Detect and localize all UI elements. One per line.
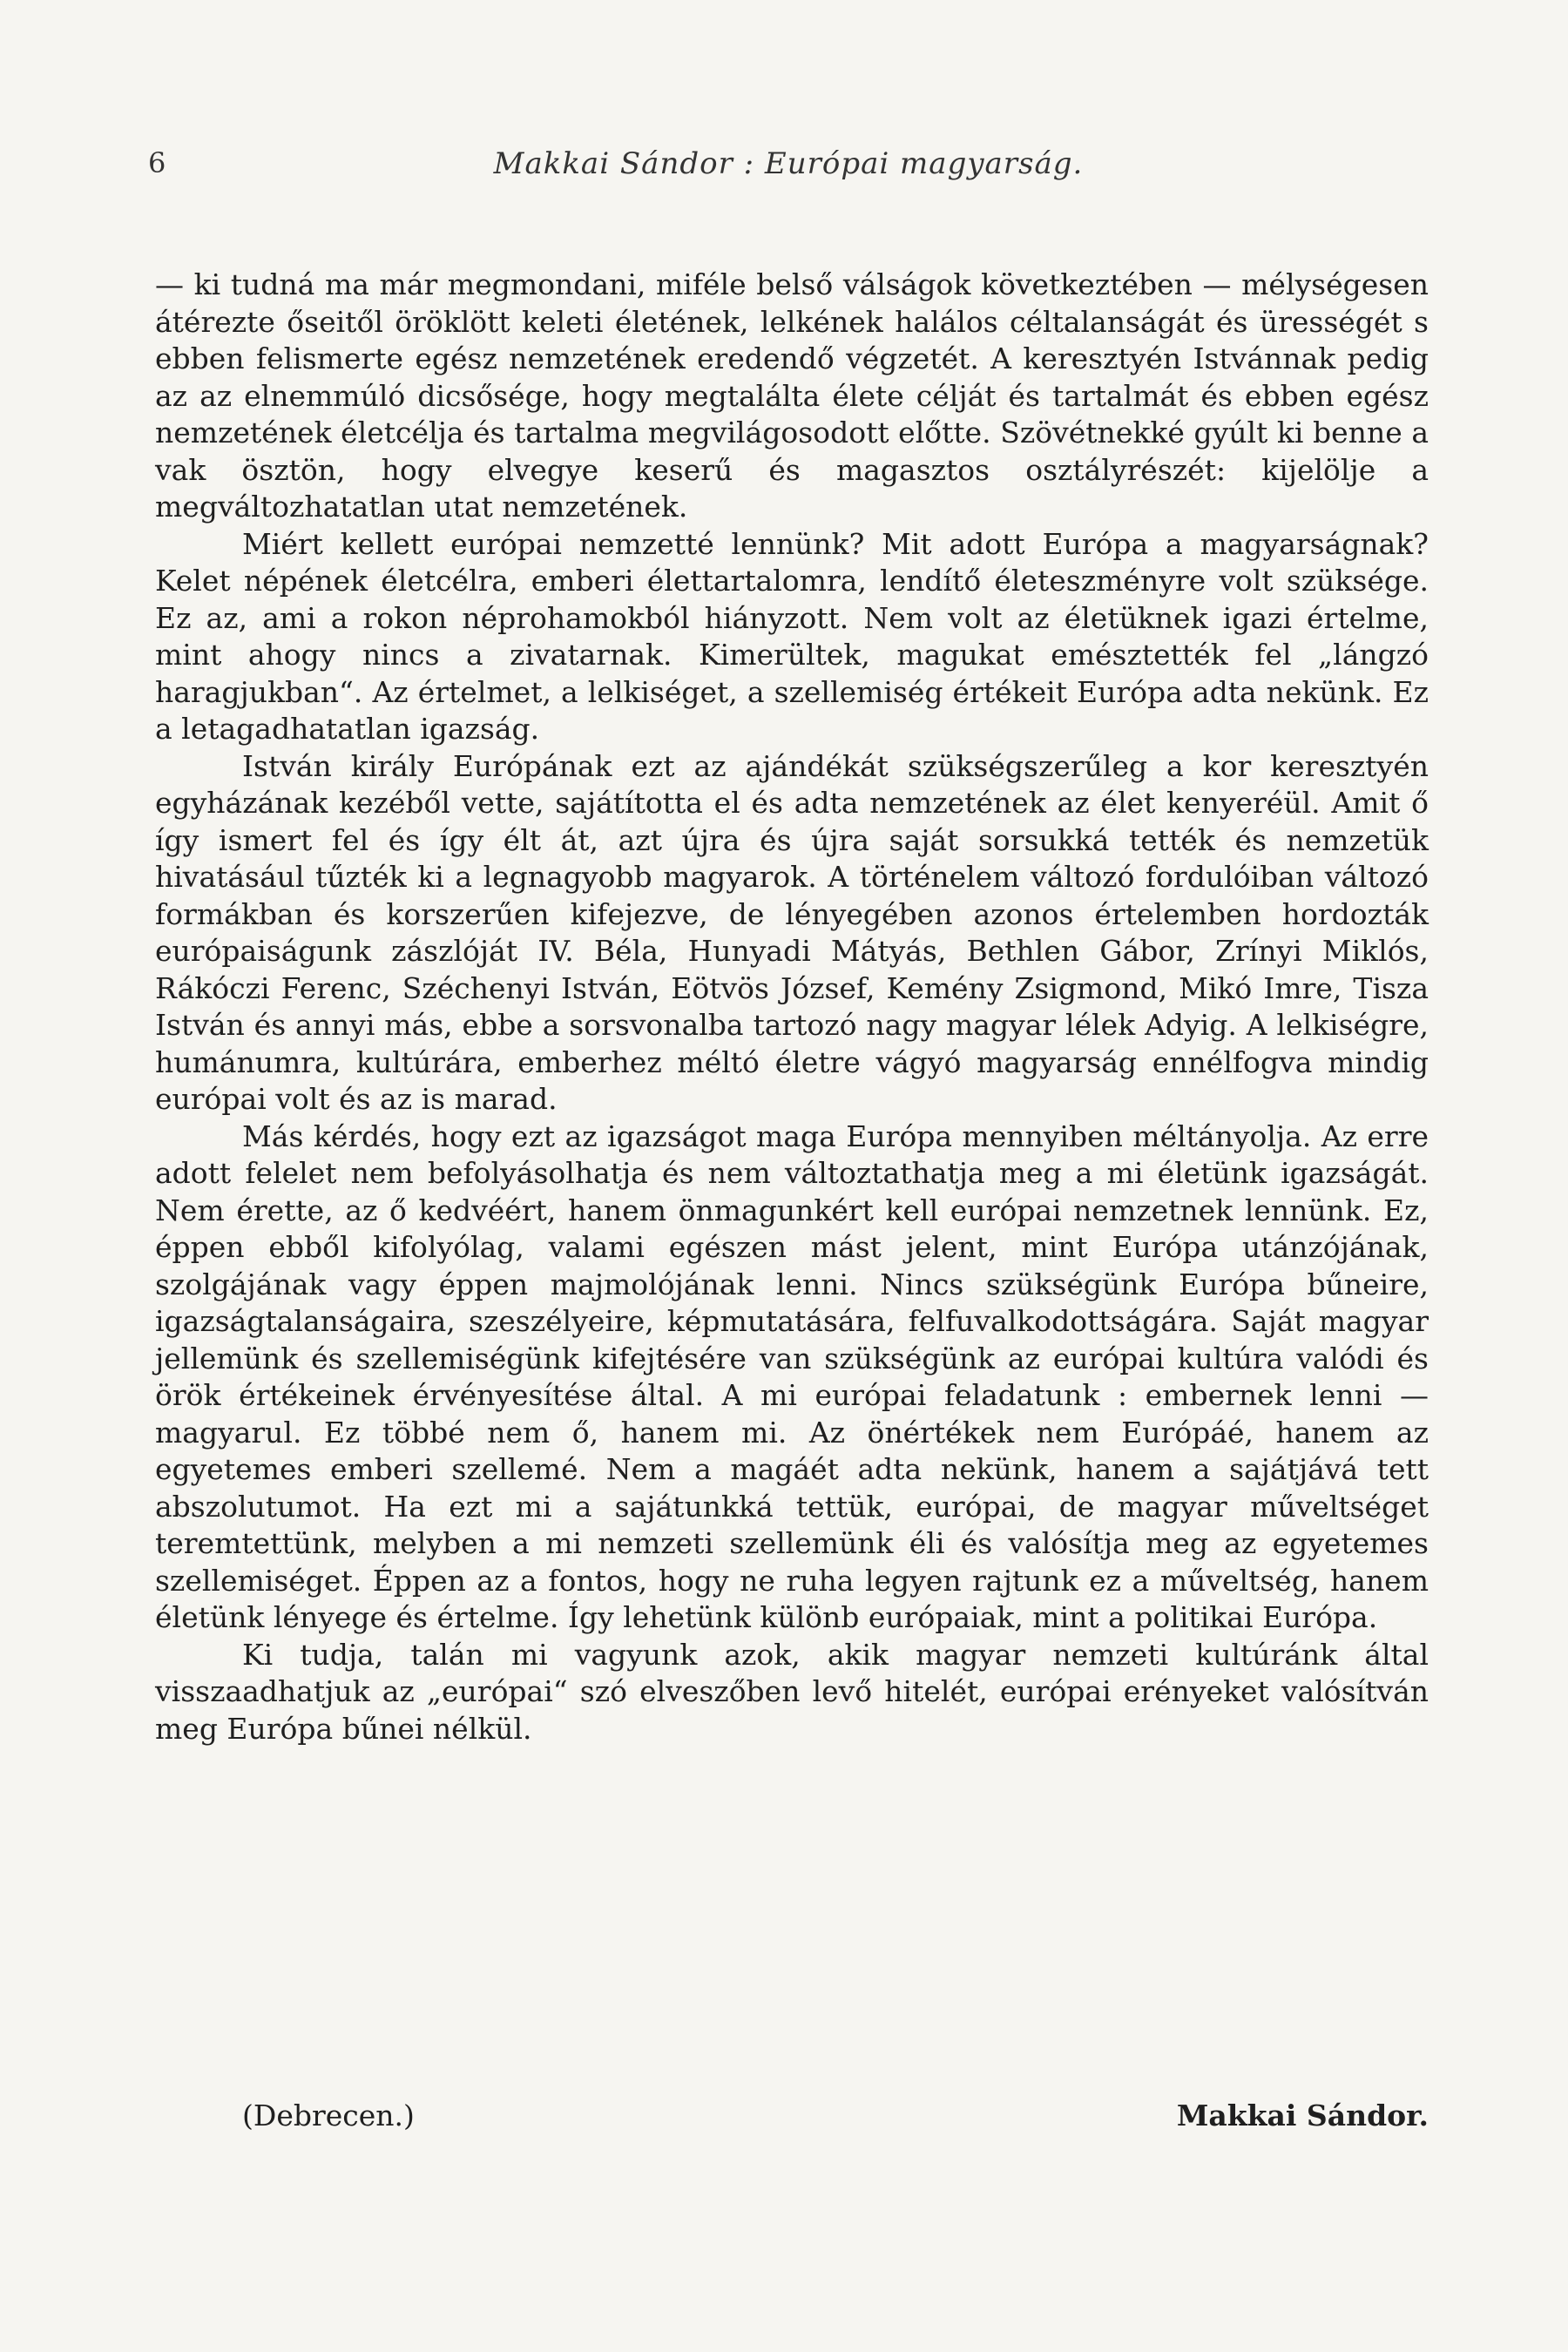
paragraph: Miért kellett európai nemzetté lennünk? Mit adott Európa a magyarságnak? Kelet népének életcélra, emberi élettartalomra, lendítő életeszményre volt szüksége. Ez az, ami a rokon néprohamokból hiányzott. Nem volt az életüknek igazi értelme, mint ahogy nincs a zivatarnak. Kimerültek, magukat emésztették fel „lángzó haragjukban“. Az értelmet, a lelkiséget, a szellemiség értékeit Európa adta nekünk. Ez a letagadhatatlan igazság. xyxy=(155,526,1429,746)
paragraph: Ki tudja, talán mi vagyunk azok, akik magyar nemzeti kultúránk által visszaadhatjuk az „európai“ szó elveszőben levő hitelét, európai erényeket valósítván meg Európa bűnei nélkül. xyxy=(155,1637,1429,1746)
paragraph: István király Európának ezt az ajándékát szükségszerűleg a kor keresztyén egyházának kezéből vette, sajátította el és adta nemzetének az élet kenyeréül. Amit ő így ismert fel és így élt át, azt újra és újra saját sorsukká tették és nemzetük hivatásául tűzték ki a legnagyobb magyarok. A történelem változó fordulóiban változó formákban és korszerűen kifejezve, de lényegében azonos értelemben hordozták európaiságunk zászlóját IV. Béla, Hunyadi Mátyás, Bethlen Gábor, Zrínyi Miklós, Rákóczi Ferenc, Széchenyi István, Eötvös József, Kemény Zsigmond, Mikó Imre, Tisza István és annyi más, ebbe a sorsvonalba tartozó nagy magyar lélek Adyig. A lelkiségre, humánumra, kultúrára, emberhez méltó életre vágyó magyarság ennélfogva mindig európai volt és az is marad. xyxy=(155,748,1429,1116)
signature-author: Makkai Sándor. xyxy=(1176,2099,1429,2132)
running-title: Makkai Sándor : Európai magyarság. xyxy=(493,146,1084,181)
paragraph: — ki tudná ma már megmondani, miféle belső válságok következtében — mélységesen átérezte őseitől öröklött keleti életének, lelkének halálos céltalanságát és ürességét s ebben felismerte egész nemzetének eredendő végzetét. A keresztyén Istvánnak pedig az az elnemmúló dicsősége, hogy megtalálta élete célját és tartalmát és ebben egész nemzetének életcélja és tartalma megvilágosodott előtte. Szövétnekké gyúlt ki benne a vak ösztön, hogy elvegye keserű és magasztos osztályrészét: kijelölje a megváltozhatatlan utat nemzetének. xyxy=(155,267,1429,524)
signature-place: (Debrecen.) xyxy=(242,2099,415,2132)
body-text xyxy=(155,267,1429,1747)
running-head xyxy=(148,146,1429,190)
page-number: 6 xyxy=(148,146,166,179)
paragraph: Más kérdés, hogy ezt az igazságot maga Európa mennyiben méltányolja. Az erre adott felelet nem befolyásolhatja és nem változtathatja meg a mi életünk igazságát. Nem érette, az ő kedvéért, hanem önmagunkért kell európai nemzetnek lennünk. Ez, éppen ebből kifolyólag, valami egészen mást jelent, mint Európa utánzójának, szolgájának vagy éppen majmolójának lenni. Nincs szükségünk Európa bűneire, igazságtalanságaira, szeszélyeire, képmutatására, felfuvalkodottságára. Saját magyar jellemünk és szellemiségünk kifejtésére van szükségünk az európai kultúra valódi és örök értékeinek érvényesítése által. A mi európai feladatunk : embernek lenni — magyarul. Ez többé nem ő, hanem mi. Az önértékek nem Európáé, hanem az egyetemes emberi szellemé. Nem a magáét adta nekünk, hanem a sajátjává tett abszolutumot. Ha ezt mi a sajátunkká tettük, európai, de magyar műveltséget teremtettünk, melyben a mi nemzeti szellemünk éli és valósítja meg az egyetemes szellemiséget. Éppen az a fontos, hogy ne ruha legyen rajtunk ez a műveltség, hanem életünk lényege és értelme. Így lehetünk különb európaiak, mint a politikai Európa. xyxy=(155,1119,1429,1634)
